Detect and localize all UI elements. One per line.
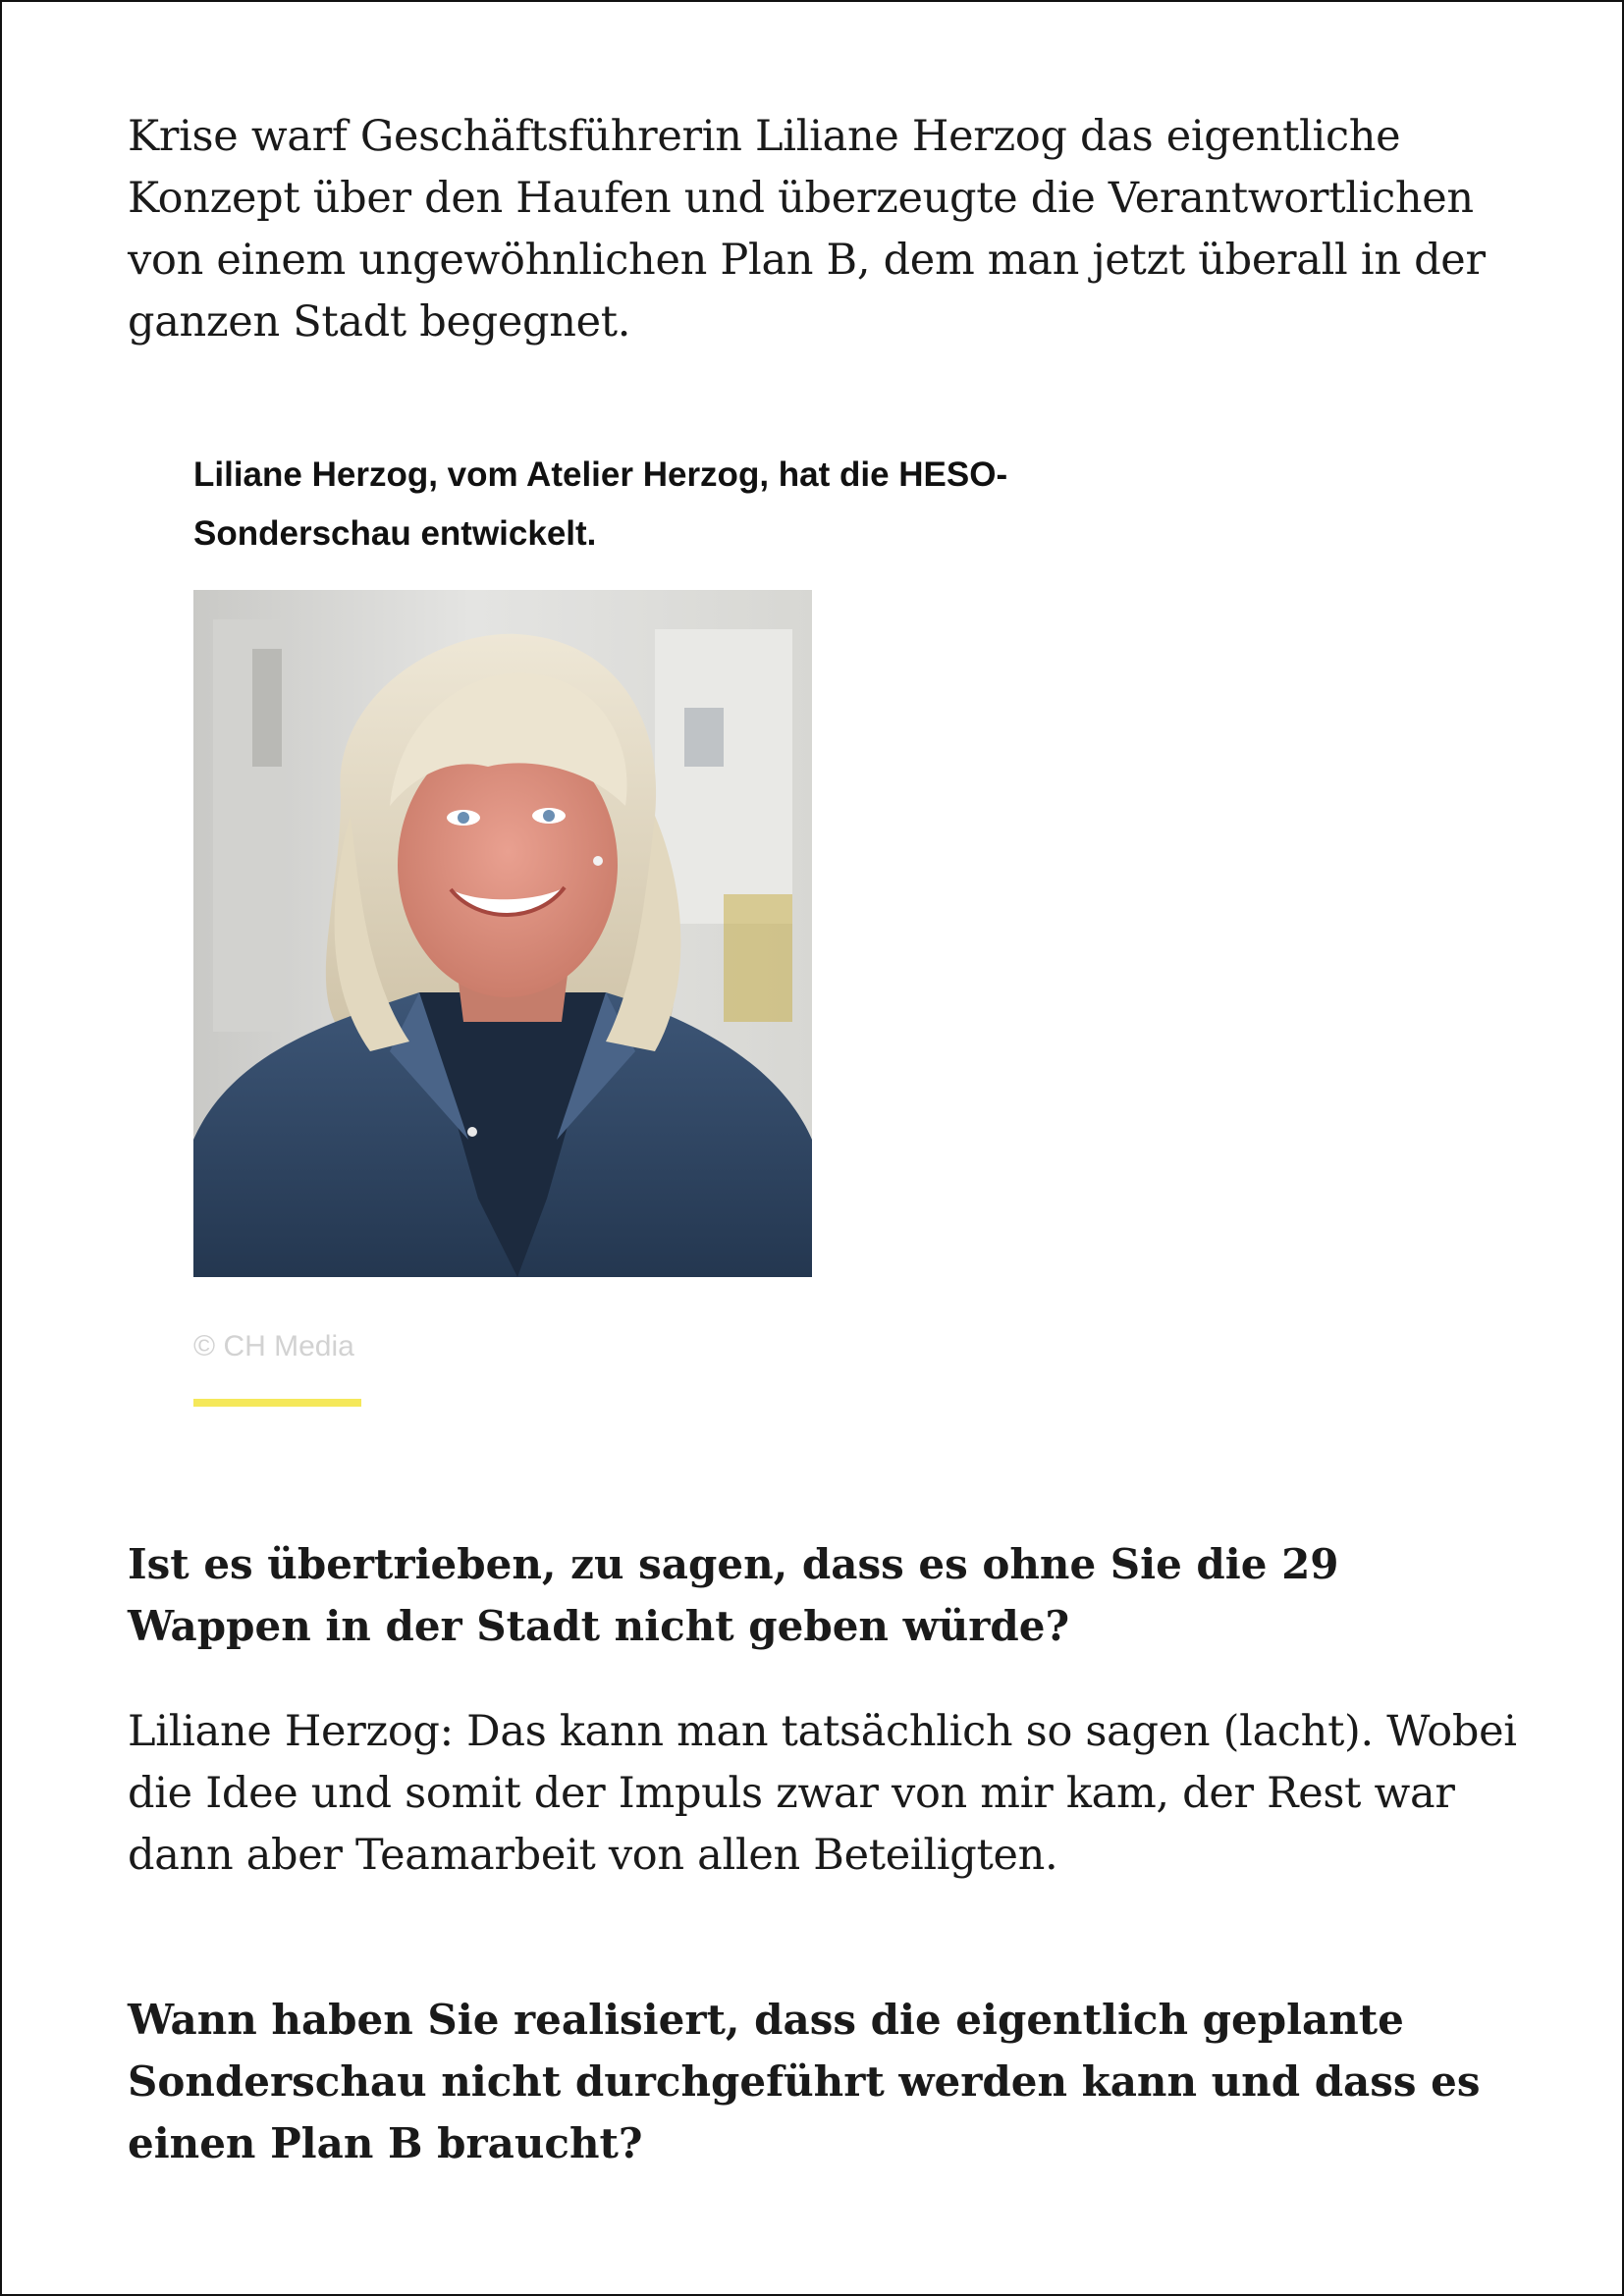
interview-question-1: Ist es übertrieben, zu sagen, dass es ohne Sie die 29 Wappen in der Stadt nicht geben würde? (128, 1540, 1339, 1650)
figure-caption: Liliane Herzog, vom Atelier Herzog, hat die HESO-Sonderschau entwickelt. (193, 455, 1008, 553)
photo-credit: © CH Media (193, 1330, 354, 1362)
accent-bar (193, 1399, 361, 1407)
portrait-photo (193, 590, 812, 1277)
intro-paragraph: Krise warf Geschäftsführerin Liliane Herzog das eigentliche Konzept über den Haufen und überzeugte die Verantwortlichen von einem ungewöhnlichen Plan B, dem man jetzt überall in der ganzen Stadt begegnet. (128, 112, 1486, 347)
interview-answer-1: Liliane Herzog: Das kann man tatsächlich so sagen (lacht). Wobei die Idee und somit der Impuls zwar von mir kam, der Rest war dann aber Teamarbeit von allen Beteiligten. (128, 1707, 1517, 1880)
interview-question-2: Wann haben Sie realisiert, dass die eigentlich geplante Sonderschau nicht durchgeführt werden kann und dass es einen Plan B braucht? (128, 1996, 1481, 2167)
